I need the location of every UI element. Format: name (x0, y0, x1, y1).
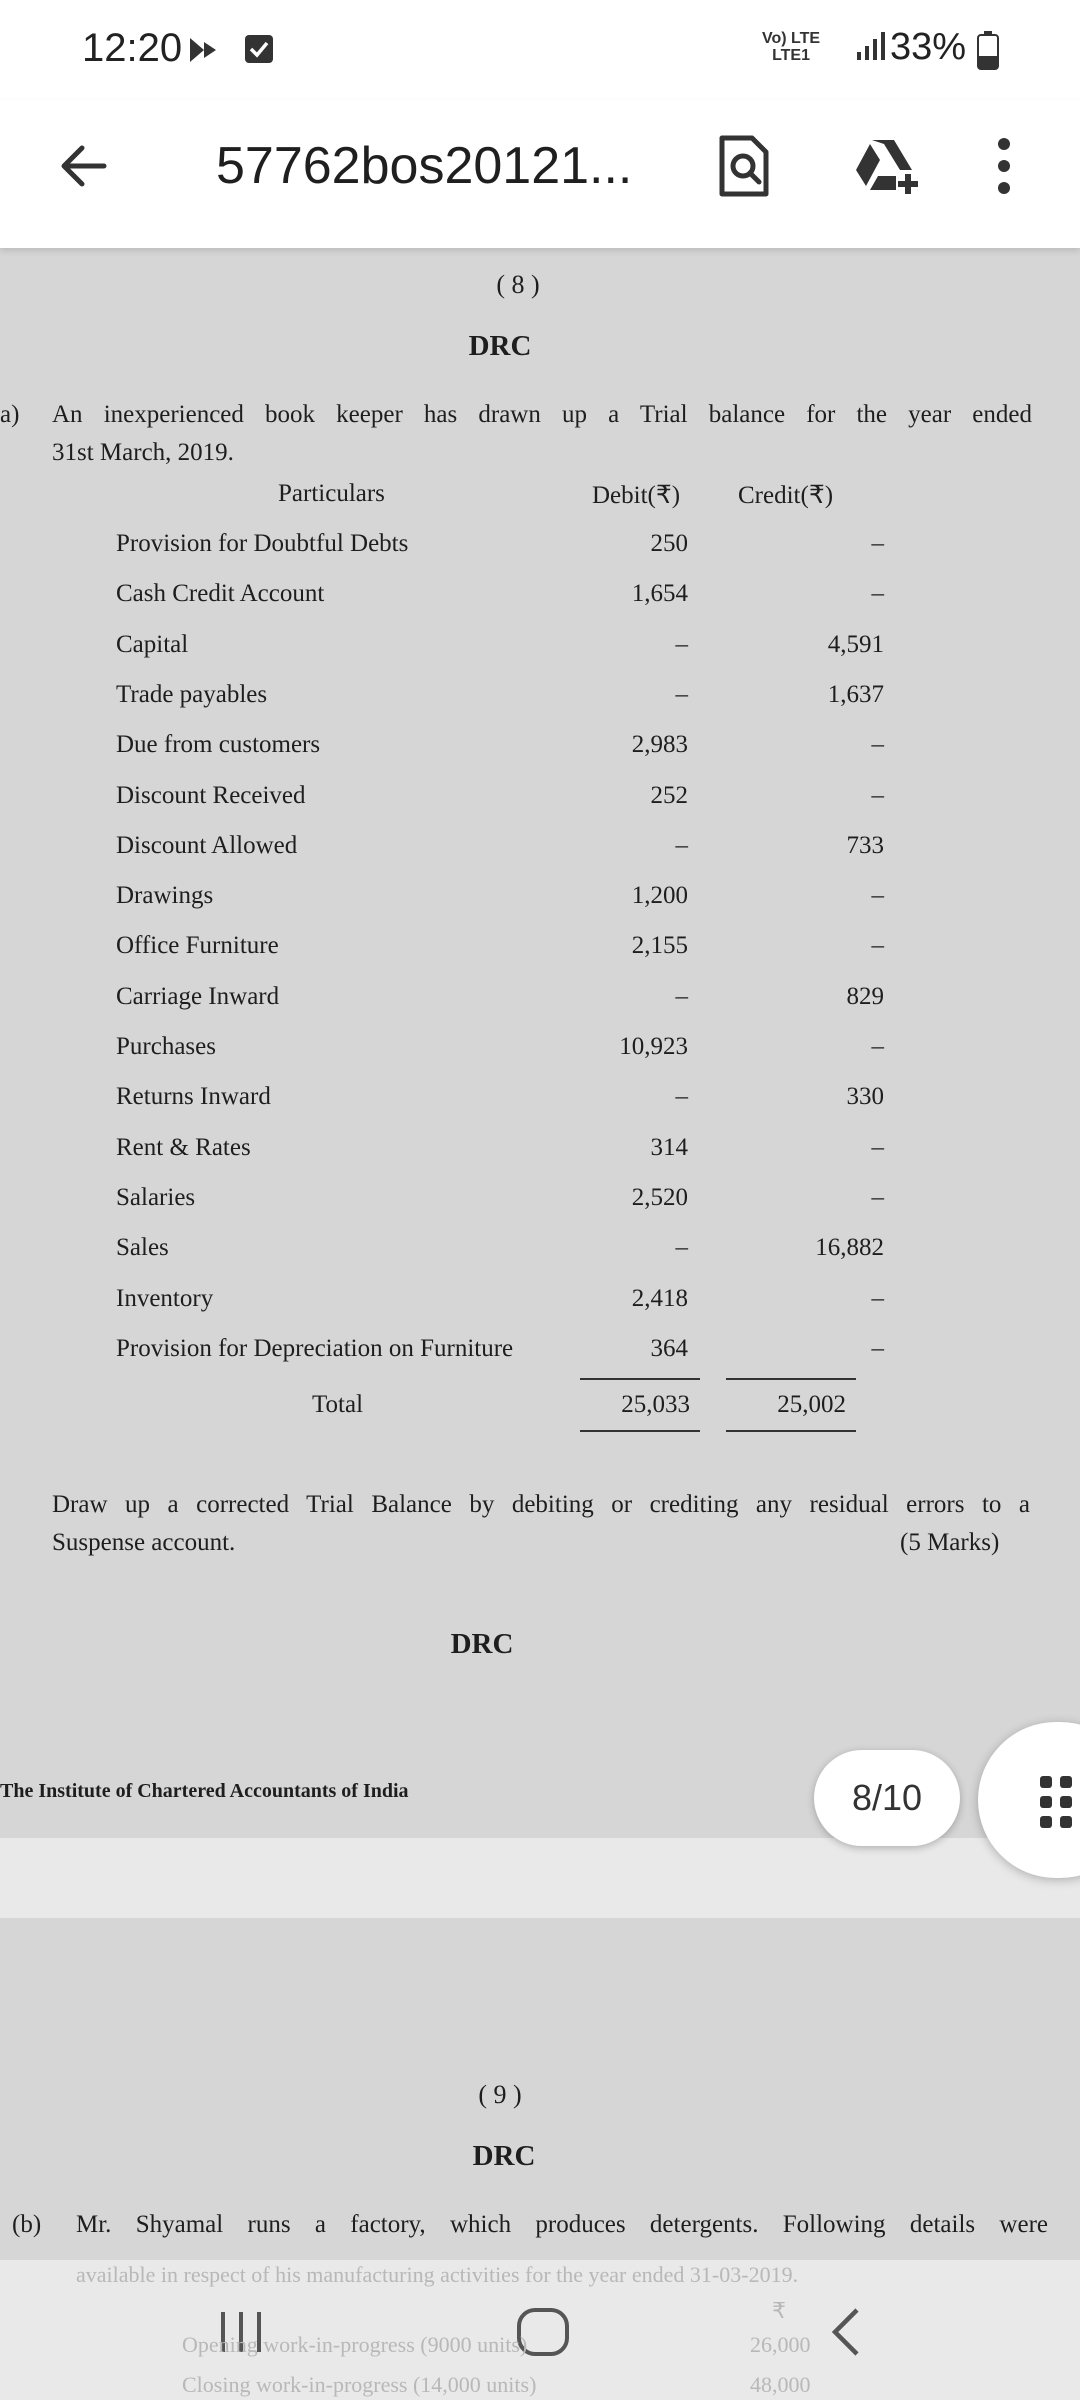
row-particular: Drawings (116, 882, 214, 910)
footer-drc: DRC (450, 1628, 514, 1660)
row-particular: Salaries (116, 1183, 196, 1211)
row-particular: Rent & Rates (116, 1133, 251, 1161)
table-row (116, 1184, 896, 1224)
row-credit: – (871, 580, 884, 608)
row-credit: – (871, 882, 884, 910)
drive-add-icon (852, 136, 924, 196)
row-debit: 250 (650, 530, 688, 557)
table-row (116, 530, 896, 570)
network-line1: Vo) LTE (762, 30, 821, 47)
back-arrow-icon (56, 138, 112, 194)
table-row (116, 1285, 896, 1325)
row-debit: 2,983 (631, 731, 688, 759)
marks: (5 Marks) (900, 1529, 1000, 1556)
back-nav-button[interactable] (800, 2292, 890, 2372)
table-row (116, 983, 896, 1023)
row-credit: 1,637 (827, 680, 884, 708)
institute-name: The Institute of Chartered Accountants of India (0, 1780, 409, 1802)
table-row (116, 1033, 896, 1073)
question-label: a) (0, 401, 20, 428)
instruction-line-2: Suspense account. (52, 1529, 236, 1556)
currency-symbol: ₹ (772, 2298, 786, 2323)
row-debit: 10,923 (619, 1033, 688, 1060)
credit-total-rule-bottom (726, 1430, 856, 1432)
col-credit-header: Credit(₹) (738, 482, 834, 509)
table-row (116, 782, 896, 822)
back-button[interactable] (44, 126, 124, 206)
row-particular: Inventory (116, 1284, 214, 1312)
question-b-line-2: available in respect of his manufacturing activities for the year ended 31-03-2019. (76, 2262, 799, 2287)
row-credit: – (871, 1284, 884, 1312)
row-particular: Carriage Inward (116, 982, 280, 1010)
col-particulars-header: Particulars (278, 480, 385, 507)
table-row (116, 1335, 896, 1375)
table-row (116, 1134, 896, 1174)
more-vert-icon (996, 136, 1012, 196)
row-credit: 330 (846, 1083, 884, 1111)
row-credit: – (871, 530, 884, 557)
total-label: Total (312, 1391, 364, 1418)
row-particular: Trade payables (116, 680, 268, 708)
drag-handle-icon (1038, 1774, 1078, 1830)
row-debit: 2,418 (631, 1284, 688, 1312)
row-debit: 1,654 (631, 580, 688, 608)
total-credit: 25,002 (777, 1391, 846, 1418)
row-credit: – (871, 1183, 884, 1211)
find-in-document-button[interactable] (704, 126, 784, 206)
row-debit: 1,200 (631, 882, 688, 910)
row-particular: Cash Credit Account (116, 580, 325, 608)
row-particular: Provision for Doubtful Debts (116, 530, 409, 557)
row-particular: Office Furniture (116, 932, 279, 960)
back-chevron-icon (827, 2306, 863, 2358)
table-row (116, 932, 896, 972)
table-row (116, 631, 896, 671)
row-particular: Provision for Depreciation on Furniture (116, 1334, 514, 1362)
credit-total-rule-top (726, 1378, 856, 1380)
row-particular: Discount Received (116, 781, 306, 809)
wip-closing-label: Closing work-in-progress (14,000 units) (182, 2372, 537, 2397)
row-credit: 4,591 (827, 630, 884, 658)
row-credit: – (871, 731, 884, 759)
signal-icon (856, 30, 886, 67)
table-row (116, 681, 896, 721)
row-debit: 314 (650, 1133, 688, 1161)
row-credit: – (871, 1133, 884, 1161)
page-number: ( 9 ) (478, 2080, 522, 2109)
row-particular: Discount Allowed (116, 831, 298, 859)
table-row (116, 580, 896, 620)
question-line-1: An inexperienced book keeper has drawn up a Trial balance for the year ended (52, 401, 1032, 428)
question-line-2: 31st March, 2019. (52, 439, 234, 466)
row-particular: Sales (116, 1234, 169, 1262)
row-particular: Returns Inward (116, 1083, 271, 1111)
save-to-drive-button[interactable] (848, 126, 928, 206)
row-credit: – (871, 1334, 884, 1362)
total-debit: 25,033 (621, 1391, 690, 1418)
row-debit: 252 (650, 781, 688, 809)
row-debit: – (675, 1234, 688, 1262)
debit-total-rule-top (580, 1378, 700, 1380)
col-debit-header: Debit(₹) (592, 482, 681, 509)
wip-opening-label: Opening work-in-progress (9000 units) (182, 2332, 528, 2357)
row-debit: – (675, 630, 688, 658)
document-search-icon (716, 134, 772, 198)
status-time: 12:20 (82, 26, 183, 70)
page-header: DRC (472, 2140, 536, 2172)
network-indicator (762, 30, 820, 64)
row-debit: – (675, 680, 688, 708)
page-number: ( 8 ) (496, 270, 540, 299)
table-row (116, 882, 896, 922)
pdf-page-8 (0, 248, 1080, 1838)
page-indicator: 8/10 (814, 1750, 960, 1846)
more-options-button[interactable] (974, 126, 1034, 206)
row-particular: Capital (116, 630, 189, 658)
row-debit: – (675, 982, 688, 1010)
app-bar (0, 100, 1080, 248)
row-credit: – (871, 932, 884, 960)
page-gap (0, 1838, 1080, 1918)
table-row (116, 731, 896, 771)
table-row (116, 1083, 896, 1123)
row-credit: – (871, 1033, 884, 1060)
network-line2: LTE1 (772, 47, 810, 64)
battery-icon (976, 30, 1000, 75)
row-particular: Due from customers (116, 731, 321, 759)
row-debit: – (675, 831, 688, 859)
wip-closing-value: 48,000 (750, 2372, 811, 2397)
row-credit: 16,882 (815, 1234, 884, 1262)
table-row (116, 832, 896, 872)
document-title: 57762bos20121... (216, 137, 633, 195)
row-credit: – (871, 781, 884, 809)
pdf-viewer[interactable] (0, 248, 1080, 2400)
debit-total-rule-bottom (580, 1430, 700, 1432)
question-line-1: Mr. Shyamal runs a factory, which produces detergents. Following details were (76, 2211, 1048, 2238)
row-debit: 364 (650, 1334, 688, 1362)
row-credit: 733 (846, 831, 884, 859)
row-credit: 829 (846, 982, 884, 1010)
status-bar (0, 0, 1080, 100)
page-header: DRC (468, 330, 532, 362)
row-debit: 2,520 (631, 1183, 688, 1211)
battery-percent: 33% (889, 26, 966, 68)
instruction-line-1: Draw up a corrected Trial Balance by debiting or crediting any residual errors to a (52, 1491, 1030, 1518)
table-row (116, 1234, 896, 1274)
row-debit: – (675, 1083, 688, 1111)
wip-opening-value: 26,000 (750, 2332, 811, 2357)
row-particular: Purchases (116, 1033, 216, 1060)
question-label: (b) (12, 2211, 42, 2238)
checkbox-notification-icon (244, 34, 274, 69)
play-store-icon (186, 34, 222, 71)
row-debit: 2,155 (631, 932, 688, 960)
